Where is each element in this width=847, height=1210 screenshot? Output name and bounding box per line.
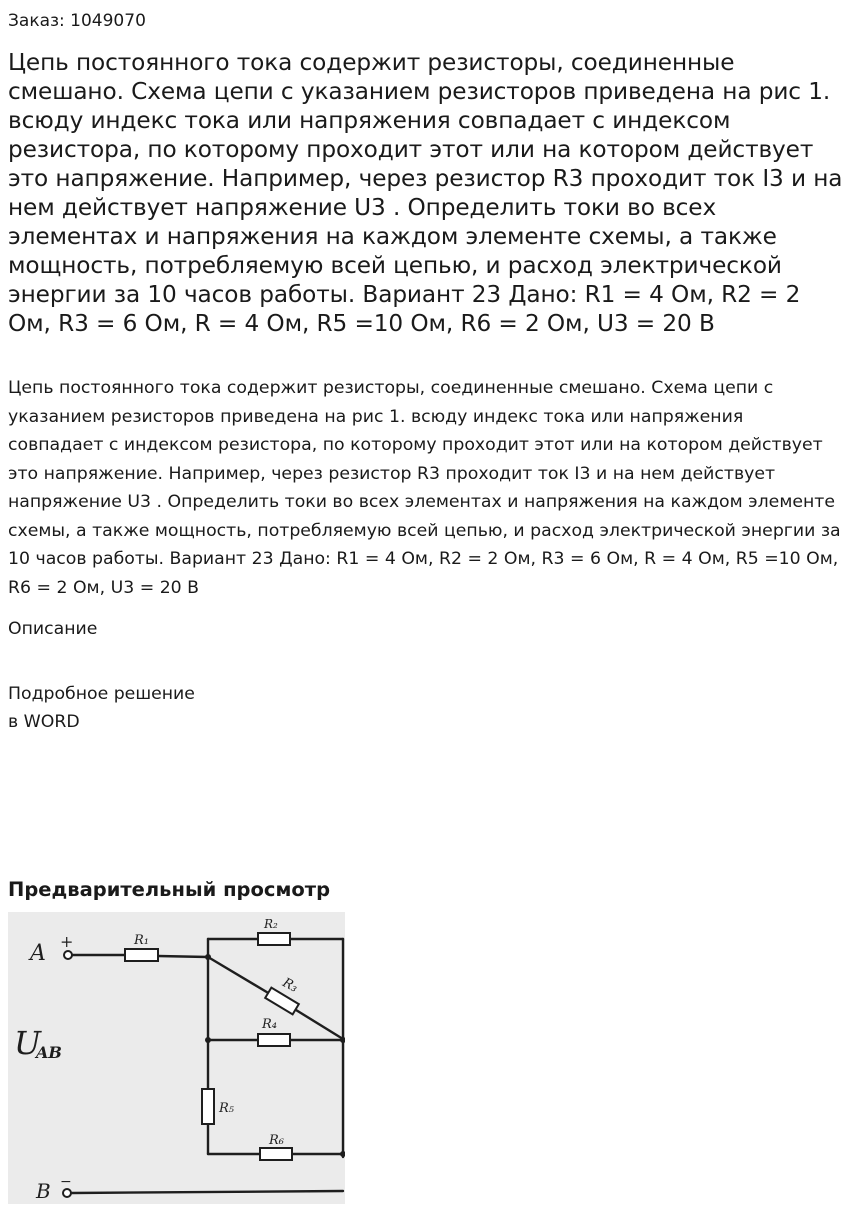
resistor-r4 [258,1034,290,1046]
resistor-r2 [258,933,290,945]
resistor-r1 [125,949,158,961]
junction-dots [205,954,345,1157]
terminal-a [64,951,72,959]
r1-label: R₁ [134,933,149,948]
resistor-r5 [202,1089,214,1124]
terminals [63,951,72,1197]
solution-line-2: в WORD [8,712,80,732]
r5-label: R₅ [219,1101,234,1116]
voltage-subscript: AB [36,1043,62,1062]
description-text: Цепь постоянного тока содержит резисторы, соединенные смешано. Схема цепи с указанием резисторов приведена на рис 1. всюду индекс тока или напряжения совпадает с индексом резистора, по которому проходит этот или на котором действует это напряжение. Например, через резистор R3 проходит ток I3 и на нем действует напряжение U3 . Определить токи во всех элементах и напряжения на каждом элементе схемы, а также мощность, потребляемую всей цепью, и расход электрической энергии за 10 часов работы. Вариант 23 Дано: R1 = 4 Ом, R2 = 2 Ом, R3 = 6 Ом, R = 4 Ом, R5 =10 Ом, R6 = 2 Ом, U3 = 20 В [8,378,841,598]
solution-info [8,680,195,736]
voltage-label: U [14,1024,41,1062]
circuit-diagram [8,912,345,1204]
circuit-wires [72,939,343,1193]
r4-label: R₄ [262,1017,277,1032]
plus-sign: + [60,932,74,951]
page-title: Цепь постоянного тока содержит резисторы, соединенные смешано. Схема цепи с указанием резисторов приведена на рис 1. всюду индекс тока или напряжения совпадает с индексом резистора, по которому проходит этот или на котором действует это напряжение. Например, через резистор R3 проходит ток I3 и на нем действует напряжение U3 . Определить токи во всех элементах и напряжения на каждом элементе схемы, а также мощность, потребляемую всей цепью, и расход электрической энергии за 10 часов работы. Вариант 23 Дано: R1 = 4 Ом, R2 = 2 Ом, R3 = 6 Ом, R = 4 Ом, R5 =10 Ом, R6 = 2 Ом, U3 = 20 В [8,49,843,337]
resistors [125,933,299,1160]
order-number: Заказ: 1049070 [8,11,146,31]
minus-sign: − [60,1174,72,1190]
r2-label: R₂ [264,917,278,931]
terminal-b [63,1189,71,1197]
solution-line-1: Подробное решение [8,684,195,704]
node-a-label: A [30,941,46,966]
description-label: Описание [8,619,98,639]
preview-circuit-image[interactable] [8,912,345,1204]
node-b-label: B [36,1179,51,1203]
r3-label: R₃ [279,975,301,996]
preview-heading: Предварительный просмотр [8,878,331,901]
r6-label: R₆ [269,1133,284,1148]
resistor-r6 [260,1148,292,1160]
